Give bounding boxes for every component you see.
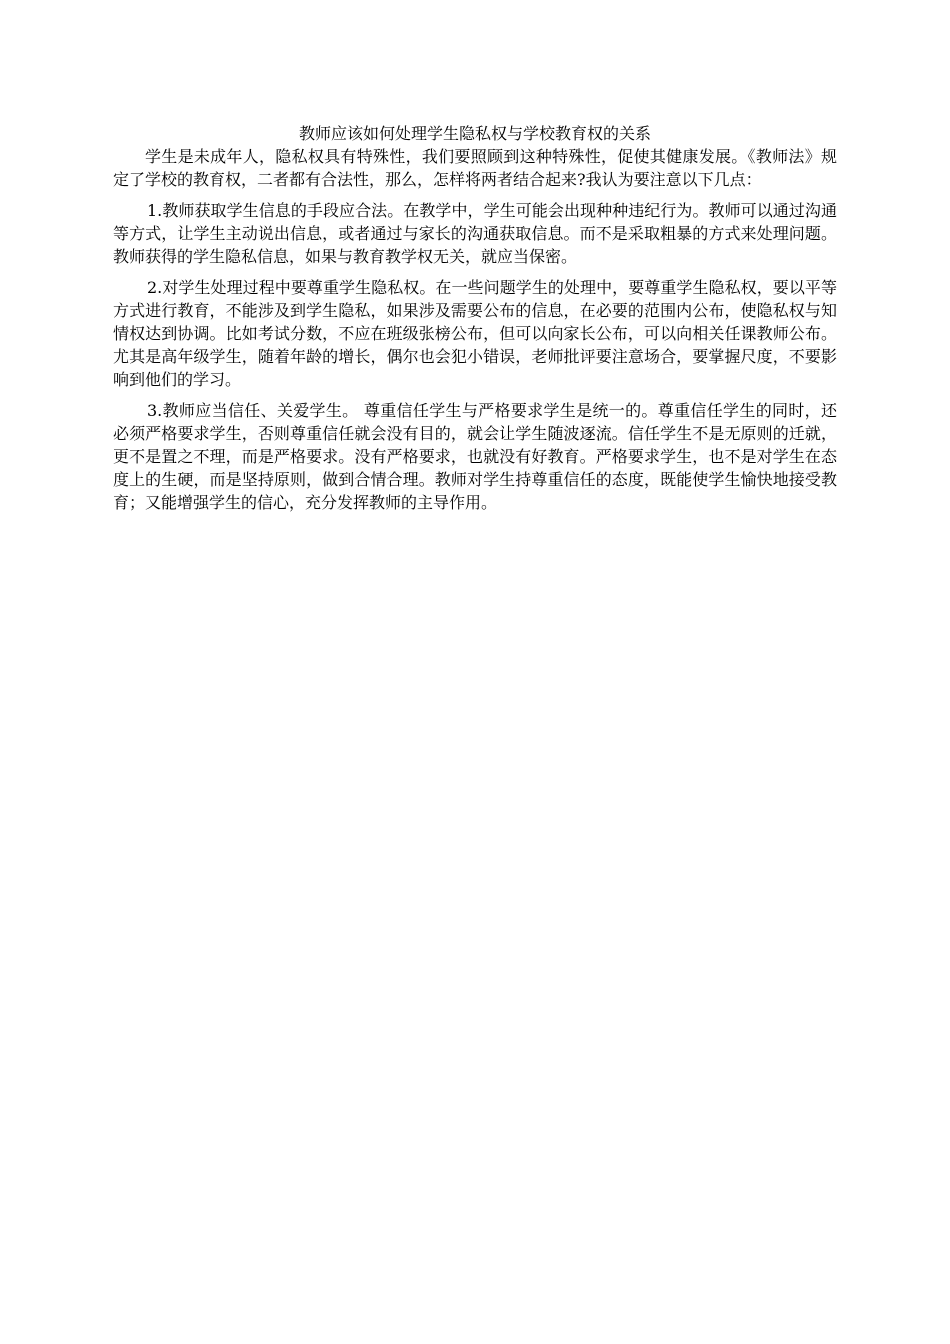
- document-page: [113, 122, 837, 514]
- intro-paragraph: 学生是未成年人，隐私权具有特殊性，我们要照顾到这种特殊性，促使其健康发展。《教师法》规定了学校的教育权，二者都有合法性，那么，怎样将两者结合起来?我认为要注意以下几点：: [113, 147, 837, 189]
- document-title: 教师应该如何处理学生隐私权与学校教育权的关系: [298, 124, 651, 143]
- point-3-paragraph: 3.教师应当信任、关爱学生。 尊重信任学生与严格要求学生是统一的。尊重信任学生的同时，还必须严格要求学生，否则尊重信任就会没有目的，就会让学生随波逐流。信任学生不是无原则的迁就，更不是置之不理，而是严格要求。没有严格要求，也就没有好教育。严格要求学生，也不是对学生在态度上的生硬，而是坚持原则，做到合情合理。教师对学生持尊重信任的态度，既能使学生愉快地接受教育；又能增强学生的信心，充分发挥教师的主导作用。: [113, 401, 837, 512]
- point-1-paragraph: 1.教师获取学生信息的手段应合法。在教学中，学生可能会出现种种违纪行为。教师可以通过沟通等方式，让学生主动说出信息，或者通过与家长的沟通获取信息。而不是采取粗暴的方式来处理问题。教师获得的学生隐私信息，如果与教育教学权无关，就应当保密。: [113, 201, 837, 266]
- point-2-paragraph: 2.对学生处理过程中要尊重学生隐私权。在一些问题学生的处理中，要尊重学生隐私权，要以平等方式进行教育，不能涉及到学生隐私，如果涉及需要公布的信息，在必要的范围内公布，使隐私权与知情权达到协调。比如考试分数，不应在班级张榜公布，但可以向家长公布，可以向相关任课教师公布。尤其是高年级学生，随着年龄的增长，偶尔也会犯小错误，老师批评要注意场合，要掌握尺度，不要影响到他们的学习。: [113, 278, 837, 389]
